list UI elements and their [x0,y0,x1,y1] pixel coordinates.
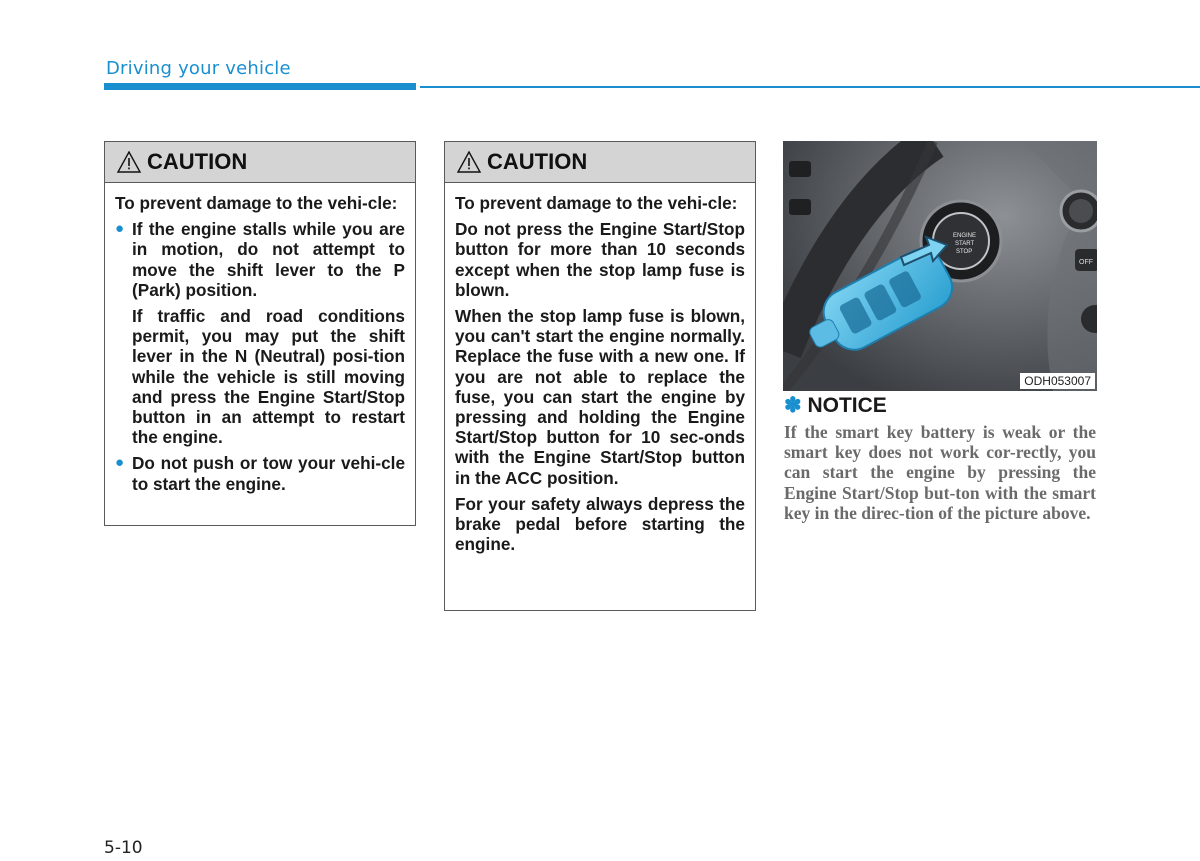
notice-title [784,393,887,418]
caution-box-left [104,141,416,526]
caution-paragraph: When the stop lamp fuse is blown, you can't start the engine normally. Replace the fuse with a new one. If you are not able to replace the fuse, you can start the engine by pressing and holding the Engine Start/Stop button for 10 sec-onds with the Engine Start/Stop button in the ACC position. [455,306,745,488]
notice-heading: NOTICE [807,394,887,417]
caution-intro: To prevent damage to the vehi-cle: [455,193,738,213]
button-label-line3: STOP [956,249,973,255]
smart-key-figure [783,141,1097,391]
caution-box-middle [444,141,756,611]
header-rule-thin [420,86,1200,88]
off-label: OFF [1079,259,1093,266]
header-rule-thick [104,83,416,90]
warning-triangle-icon [117,151,141,173]
bullet-item [115,219,405,300]
caution-header [445,142,755,183]
figure-code: ODH053007 [1020,373,1095,389]
caution-intro: To prevent damage to the vehi-cle: [115,193,398,213]
bullet-item [115,453,405,493]
caution-paragraph: For your safety always depress the brake pedal before starting the engine. [455,493,745,555]
bullet-subparagraph: If traffic and road conditions permit, you may put the shift lever in the N (Neutral) posi-tion while the vehicle is still moving and press the Engine Start/Stop button in an attempt to restart the engine. [132,306,405,448]
button-label-line2: START [955,241,975,247]
page-number: 5-10 [104,838,143,858]
bullet-dot-icon: ● [115,220,125,238]
notice-star-icon: ✽ [784,394,802,417]
bullet-dot-icon: ● [115,454,125,472]
warning-triangle-icon [457,151,481,173]
smart-key-illustration [783,141,1097,391]
button-label-line1: ENGINE [953,233,977,239]
caution-paragraph: Do not press the Engine Start/Stop button for more than 10 seconds except when the stop lamp fuse is blown. [455,219,745,300]
bullet-text: If the engine stalls while you are in motion, do not attempt to move the shift lever to the P (Park) position. [132,219,405,300]
section-title: Driving your vehicle [106,58,291,79]
notice-body: If the smart key battery is weak or the smart key does not work cor-rectly, you can start the engine by pressing the Engine Start/Stop but-ton with the smart key in the direc-tion of the picture above. [784,422,1096,523]
caution-header [105,142,415,183]
caution-title: CAUTION [487,149,588,174]
bullet-text: Do not push or tow your vehi-cle to start the engine. [132,453,405,494]
caution-title: CAUTION [147,149,248,174]
